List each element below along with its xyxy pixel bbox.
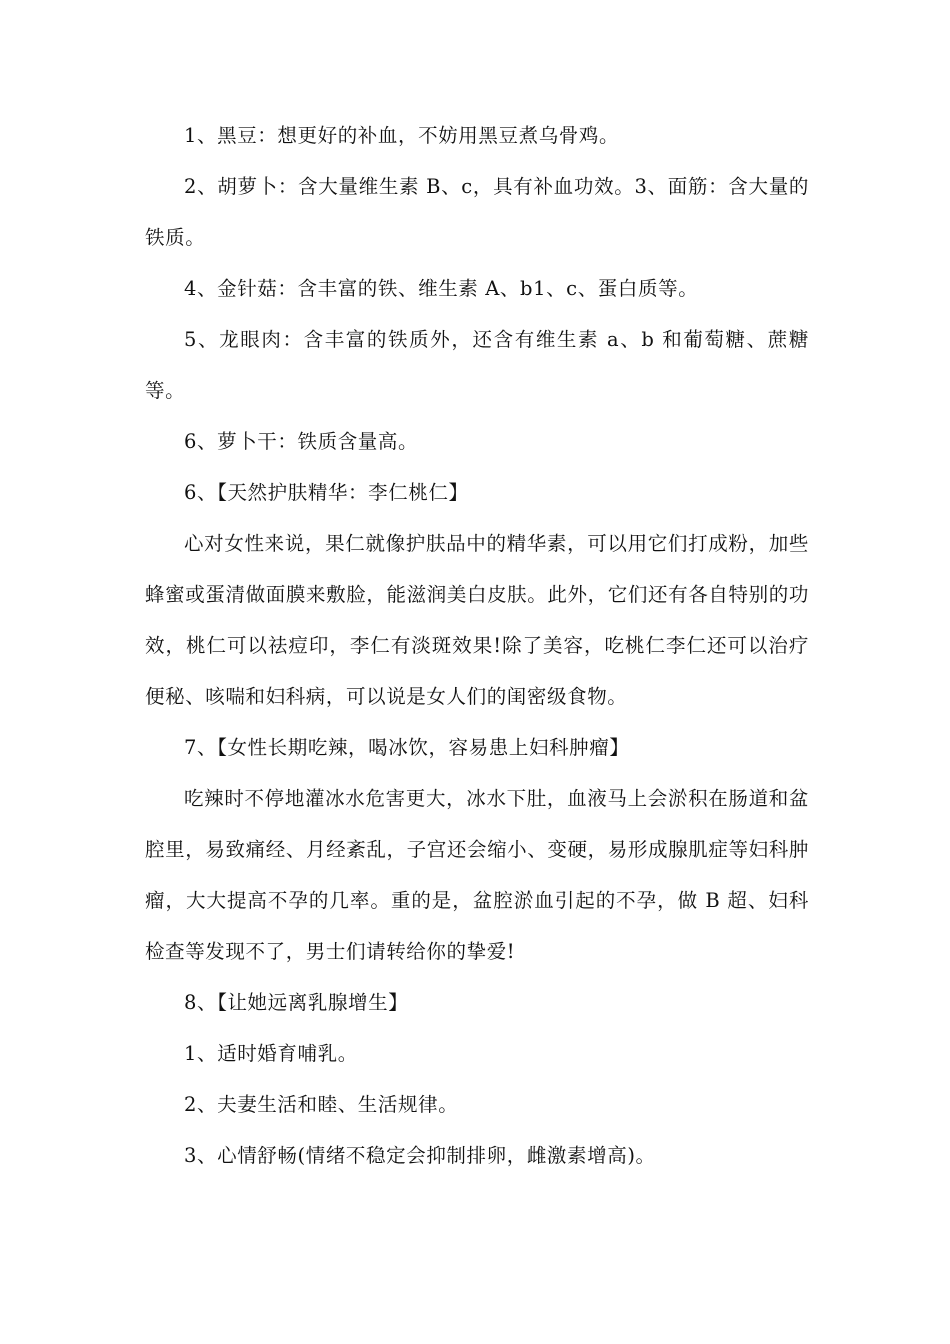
section-heading-spicy-cold: 7、【女性长期吃辣，喝冰饮，容易患上妇科肿瘤】	[184, 736, 630, 759]
paragraph-carrot-gluten: 2、胡萝卜：含大量维生素 B、c，具有补血功效。3、面筋：含大量的铁质。	[145, 175, 809, 249]
paragraph-enoki: 4、金针菇：含丰富的铁、维生素 A、b1、c、蛋白质等。	[184, 277, 699, 300]
section-heading-breast-health: 8、【让她远离乳腺增生】	[184, 991, 409, 1014]
paragraph-cold-water: 吃辣时不停地灌冰水危害更大，冰水下肚，血液马上会淤积在肠道和盆腔里，易致痛经、月经紊乱，子宫还会缩小、变硬，易形成腺肌症等妇科肿瘤，大大提高不孕的几率。重的是，盆腔淤血引起的不孕，做 B 超、妇科检查等发现不了，男士们请转给你的挚爱!	[145, 787, 809, 963]
list-item-marriage: 1、适时婚育哺乳。	[184, 1042, 358, 1065]
paragraph-dried-radish: 6、萝卜干：铁质含量高。	[184, 430, 419, 453]
list-item-mood: 3、心情舒畅(情绪不稳定会抑制排卵，雌激素增高)。	[184, 1144, 656, 1167]
paragraph-black-beans: 1、黑豆：想更好的补血，不妨用黑豆煮乌骨鸡。	[184, 124, 620, 147]
list-item-harmony: 2、夫妻生活和睦、生活规律。	[184, 1093, 459, 1116]
document-body	[145, 110, 809, 1181]
paragraph-longan: 5、龙眼肉：含丰富的铁质外，还含有维生素 a、b 和葡萄糖、蔗糖等。	[145, 328, 809, 402]
section-heading-skincare: 6、【天然护肤精华：李仁桃仁】	[184, 481, 469, 504]
paragraph-nut-kernels: 心对女性来说，果仁就像护肤品中的精华素，可以用它们打成粉，加些蜂蜜或蛋清做面膜来敷脸，能滋润美白皮肤。此外，它们还有各自特别的功效，桃仁可以祛痘印，李仁有淡斑效果!除了美容，吃桃仁李仁还可以治疗便秘、咳喘和妇科病，可以说是女人们的闺密级食物。	[145, 532, 809, 708]
